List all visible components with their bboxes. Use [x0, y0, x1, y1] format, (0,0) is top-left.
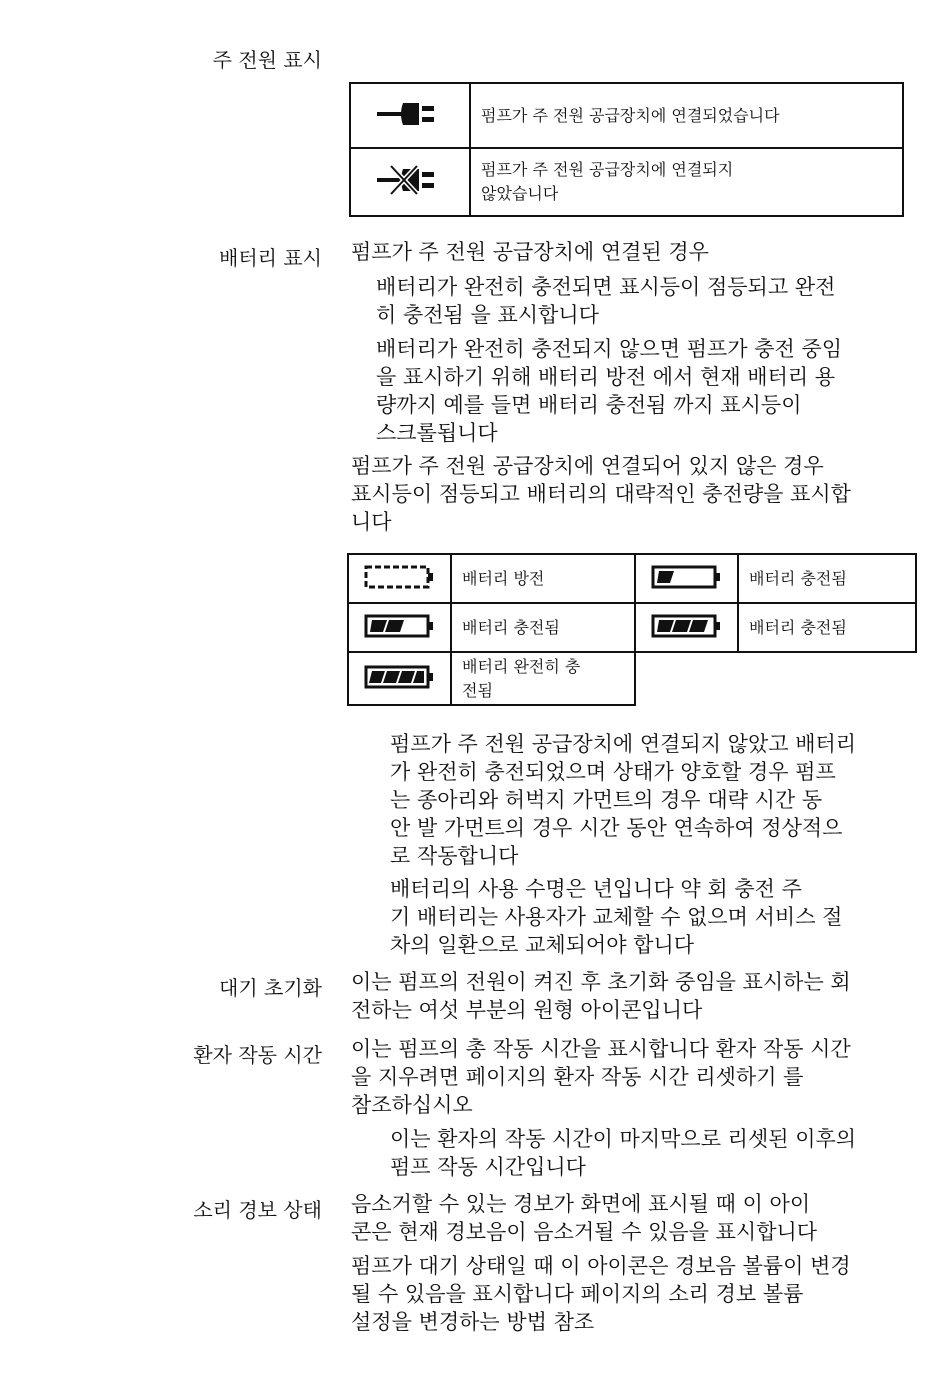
battery-after-line-6: 배터리의 사용 수명은 년입니다 약 회 충전 주	[390, 877, 802, 901]
main-power-row-disconnected	[350, 148, 903, 216]
battery-heading: 배터리 표시	[219, 246, 322, 270]
battery-half-icon	[363, 613, 437, 639]
battery-charged-label-b: 배터리 충전됨	[462, 617, 560, 637]
battery-after-line-2: 가 완전히 충전되었으며 상태가 양호할 경우 펌프	[390, 760, 836, 784]
battery-charged-label-a: 배터리 충전됨	[749, 568, 847, 588]
battery-charged-label-c: 배터리 충전됨	[749, 617, 847, 637]
battery-full-label-line2: 전됨	[462, 680, 493, 700]
connected-text: 펌프가 주 전원 공급장치에 연결되었습니다	[481, 105, 780, 125]
standby-heading: 대기 초기화	[219, 976, 322, 1000]
battery-low-icon	[650, 564, 724, 590]
battery-after-line-5: 로 작동합니다	[390, 844, 519, 868]
sound-alarm-line-1: 음소거할 수 있는 경보가 화면에 표시될 때 이 아이	[351, 1192, 811, 1216]
standby-line-2: 전하는 여섯 부분의 원형 아이콘입니다	[351, 998, 703, 1022]
battery-after-line-1: 펌프가 주 전원 공급장치에 연결되지 않았고 배터리	[390, 732, 857, 756]
battery-empty-icon	[363, 564, 437, 590]
plug-icon-cell	[350, 83, 470, 148]
battery-discharged-label: 배터리 방전	[462, 568, 545, 588]
main-power-heading: 주 전원 표시	[212, 48, 322, 72]
sound-alarm-line-3: 펌프가 대기 상태일 때 이 아이콘은 경보음 볼륨이 변경	[351, 1254, 851, 1278]
battery-mostly-cell	[635, 603, 738, 652]
battery-line-7: 스크롤됩니다	[376, 421, 498, 445]
battery-full-label-line1: 배터리 완전히 충	[462, 656, 581, 676]
battery-line-2: 배터리가 완전히 충전되면 표시등이 점등되고 완전	[376, 275, 836, 299]
plug-crossed-icon	[375, 163, 445, 197]
battery-line-3: 히 충전됨 을 표시합니다	[376, 303, 599, 327]
battery-half-cell	[348, 603, 451, 652]
battery-line-5: 을 표시하기 위해 배터리 방전 에서 현재 배터리 용	[376, 365, 836, 389]
plug-icon	[375, 99, 445, 129]
battery-table	[347, 553, 917, 706]
battery-after-line-7: 기 배터리는 사용자가 교체할 수 없으며 서비스 절	[390, 905, 843, 929]
plug-crossed-icon-cell	[350, 148, 470, 216]
battery-after-line-8: 차의 일환으로 교체되어야 합니다	[390, 933, 695, 957]
patient-time-line-3: 참조하십시오	[351, 1093, 473, 1117]
battery-line-1: 펌프가 주 전원 공급장치에 연결된 경우	[351, 240, 709, 264]
battery-line-10: 니다	[351, 510, 392, 534]
patient-time-line-2: 을 지우려면 페이지의 환자 작동 시간 리셋하기 를	[351, 1065, 804, 1089]
sound-alarm-line-5: 설정을 변경하는 방법 참조	[351, 1310, 595, 1334]
patient-time-line-1: 이는 펌프의 총 작동 시간을 표시합니다 환자 작동 시간	[351, 1037, 851, 1061]
battery-line-6: 량까지 예를 들면 배터리 충전됨 까지 표시등이	[376, 393, 802, 417]
battery-empty-cell	[348, 554, 451, 603]
patient-time-line-5: 펌프 작동 시간입니다	[390, 1155, 586, 1179]
patient-time-heading: 환자 작동 시간	[193, 1043, 322, 1067]
disconnected-text-line2: 않았습니다	[481, 184, 559, 203]
sound-alarm-line-4: 될 수 있음을 표시합니다 페이지의 소리 경보 볼륨	[351, 1282, 804, 1306]
standby-line-1: 이는 펌프의 전원이 켜진 후 초기화 중임을 표시하는 회	[351, 970, 851, 994]
battery-mostly-icon	[650, 613, 724, 639]
battery-line-4: 배터리가 완전히 충전되지 않으면 펌프가 충전 중임	[376, 337, 843, 361]
main-power-table	[349, 82, 904, 217]
battery-low-cell	[635, 554, 738, 603]
disconnected-text-line1: 펌프가 주 전원 공급장치에 연결되지	[481, 160, 734, 179]
battery-after-line-4: 안 발 가먼트의 경우 시간 동안 연속하여 정상적으	[390, 816, 843, 840]
sound-alarm-heading: 소리 경보 상태	[193, 1198, 322, 1222]
battery-full-icon	[363, 664, 437, 690]
battery-after-line-3: 는 종아리와 허벅지 가먼트의 경우 대략 시간 동	[390, 788, 823, 812]
battery-full-cell	[348, 652, 451, 705]
patient-time-line-4: 이는 환자의 작동 시간이 마지막으로 리셋된 이후의	[390, 1127, 857, 1151]
battery-line-8: 펌프가 주 전원 공급장치에 연결되어 있지 않은 경우	[351, 454, 824, 478]
main-power-row-connected	[350, 83, 903, 148]
battery-line-9: 표시등이 점등되고 배터리의 대략적인 충전량을 표시합	[351, 482, 851, 506]
sound-alarm-line-2: 콘은 현재 경보음이 음소거될 수 있음을 표시합니다	[351, 1220, 818, 1244]
